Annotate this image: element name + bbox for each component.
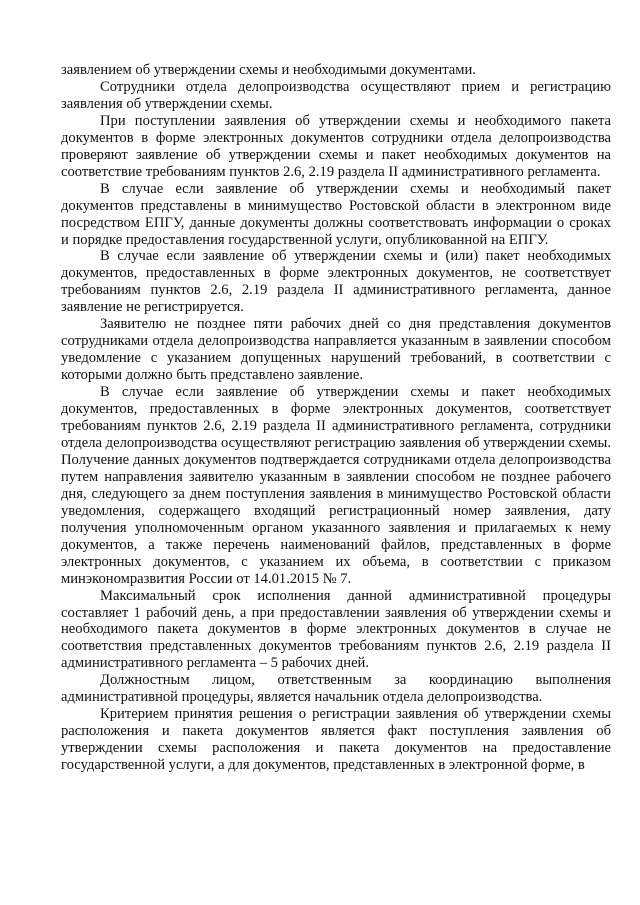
paragraph-registration-staff: Сотрудники отдела делопроизводства осуществляют прием и регистрацию заявления об утверждении схемы. <box>61 78 611 112</box>
paragraph-max-duration: Максимальный срок исполнения данной административной процедуры составляет 1 рабочий день, а при предоставлении заявления об утверждении схемы и необходимого пакета документов в форме электронных документов в случае не соответствия представленных документов требованиям пунктов 2.6, 2.19 раздела II административного регламента – 5 рабочих дней. <box>61 587 611 672</box>
document-page <box>61 62 611 774</box>
paragraph-electronic-check: При поступлении заявления об утверждении схемы и необходимого пакета документов в форме электронных документов сотрудники отдела делопроизводства проверяют заявление об утверждении схемы и пакет необходимых документов на соответствие требованиям пунктов 2.6, 2.19 раздела II административного регламента. <box>61 112 611 180</box>
paragraph-continuation: заявлением об утверждении схемы и необходимыми документами. <box>61 62 476 78</box>
paragraph-epgu-submission: В случае если заявление об утверждении схемы и необходимый пакет документов представлены в минимущество Ростовской области в электронном виде посредством ЕПГУ, данные документы должны соответствовать информации о сроках и порядке предоставления государственной услуги, опубликованной на ЕПГУ. <box>61 180 611 248</box>
paragraph-registration-confirmation: В случае если заявление об утверждении схемы и пакет необходимых документов, предоставленных в форме электронных документов, соответствует требованиям пунктов 2.6, 2.19 раздела II административного регламента, сотрудники отдела делопроизводства осуществляют регистрацию заявления об утверждении схемы. Получение данных документов подтверждается сотрудниками отдела делопроизводства путем направления заявителю указанным в заявлении способом не позднее рабочего дня, следующего за днем поступления заявления в минимущество Ростовской области уведомления, содержащего входящий регистрационный номер заявления, дату получения уполномоченным органом указанного заявления и прилагаемых к нему документов, а также перечень наименований файлов, представленных в форме электронных документов, с указанием их объема, в соответствии с приказом минэкономразвития России от 14.01.2015 № 7. <box>61 384 611 587</box>
paragraph-decision-criterion: Критерием принятия решения о регистрации заявления об утверждении схемы расположения и пакета документов является факт поступления заявления об утверждении схемы расположения и пакета документов на предоставление государственной услуги, а для документов, представленных в электронной форме, в <box>61 706 611 774</box>
paragraph-applicant-notice: Заявителю не позднее пяти рабочих дней со дня представления документов сотрудниками отдела делопроизводства направляется указанным в заявлении способом уведомление с указанием допущенных нарушений требований, в соответствии с которыми должно быть представлено заявление. <box>61 316 611 384</box>
paragraph-responsible-official: Должностным лицом, ответственным за координацию выполнения административной процедуры, является начальник отдела делопроизводства. <box>61 672 611 706</box>
paragraph-not-registered: В случае если заявление об утверждении схемы и (или) пакет необходимых документов, предоставленных в форме электронных документов, не соответствует требованиям пунктов 2.6, 2.19 раздела II административного регламента, данное заявление не регистрируется. <box>61 248 611 316</box>
